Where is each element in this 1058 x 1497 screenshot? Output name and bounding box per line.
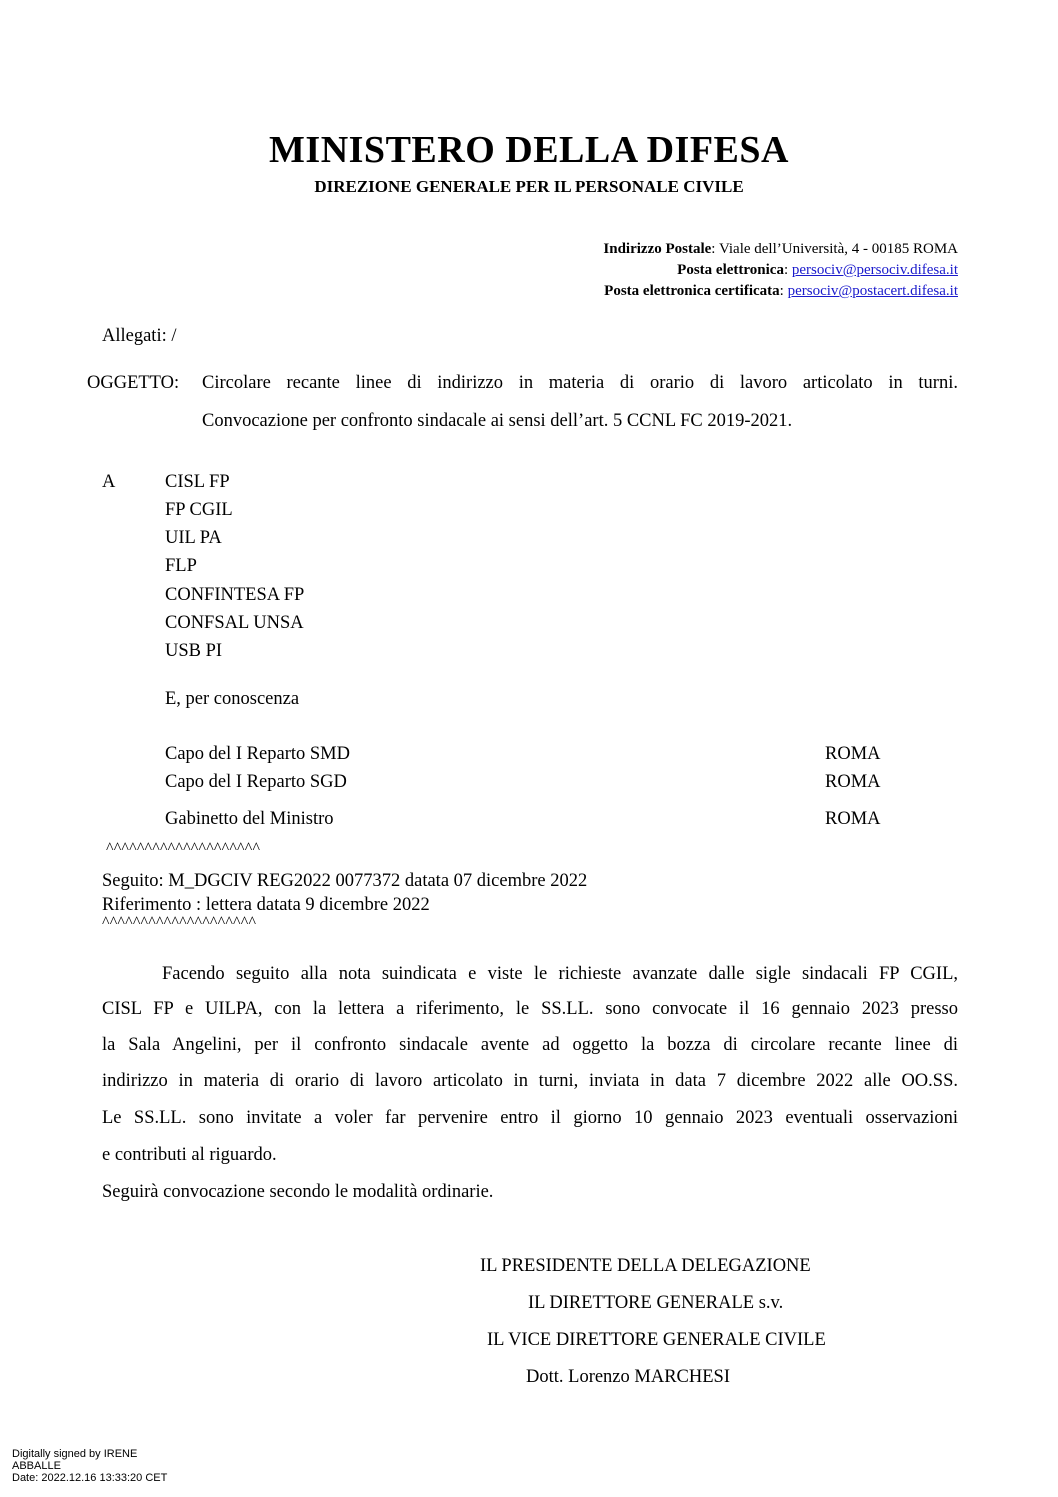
recipient-item: UIL PA xyxy=(165,528,222,548)
digital-signature-date: Date: 2022.12.16 13:33:20 CET xyxy=(12,1472,168,1484)
signature-line-1: IL PRESIDENTE DELLA DELEGAZIONE xyxy=(480,1256,811,1276)
body-line: la Sala Angelini, per il confronto sindacale avente ad oggetto la bozza di circolare recante linee di xyxy=(102,1035,958,1055)
cc-city: ROMA xyxy=(825,809,881,829)
recipients-prefix: A xyxy=(102,472,116,492)
recipient-item: FP CGIL xyxy=(165,500,233,520)
allegati: Allegati: / xyxy=(102,326,177,346)
body-line: Facendo seguito alla nota suindicata e viste le richieste avanzate dalle sigle sindacali FP CGIL, xyxy=(162,964,958,984)
cc-name: Capo del I Reparto SMD xyxy=(165,744,350,764)
ministry-title: MINISTERO DELLA DIFESA xyxy=(269,129,789,171)
riferimento-reference: Riferimento : lettera datata 9 dicembre 2022 xyxy=(102,895,430,915)
body-line: CISL FP e UILPA, con la lettera a riferimento, le SS.LL. sono convocate il 16 gennaio 2023 presso xyxy=(102,999,958,1019)
cc-city: ROMA xyxy=(825,744,881,764)
email-line xyxy=(677,262,958,279)
pec-label: Posta elettronica certificata xyxy=(604,283,780,299)
pec-sep: : xyxy=(779,283,788,299)
postal-label: Indirizzo Postale xyxy=(603,241,712,257)
recipient-item: CONFINTESA FP xyxy=(165,585,305,605)
cc-city: ROMA xyxy=(825,772,881,792)
digital-signature-line-2: ABBALLE xyxy=(12,1460,61,1472)
signature-line-3: IL VICE DIRETTORE GENERALE CIVILE xyxy=(487,1330,826,1350)
postal-value: : Viale dell’Università, 4 - 00185 ROMA xyxy=(711,241,958,257)
seguito-reference: Seguito: M_DGCIV REG2022 0077372 datata 07 dicembre 2022 xyxy=(102,871,588,891)
signature-line-2: IL DIRETTORE GENERALE s.v. xyxy=(528,1293,784,1313)
directorate-subtitle: DIREZIONE GENERALE PER IL PERSONALE CIVILE xyxy=(314,177,744,196)
digital-signature-stamp xyxy=(12,1448,212,1484)
email-link[interactable]: persociv@persociv.difesa.it xyxy=(791,262,958,278)
recipient-item: FLP xyxy=(165,556,197,576)
pec-line xyxy=(604,283,958,300)
caret-separator-bottom: ^^^^^^^^^^^^^^^^^^^^ xyxy=(102,914,257,931)
recipient-item: USB PI xyxy=(165,641,223,661)
signatory-name: Dott. Lorenzo MARCHESI xyxy=(526,1367,730,1387)
oggetto-label: OGGETTO: xyxy=(87,373,180,393)
email-label: Posta elettronica xyxy=(677,262,784,278)
oggetto-line-2: Convocazione per confronto sindacale ai sensi dell’art. 5 CCNL FC 2019-2021. xyxy=(202,411,793,431)
recipient-item: CISL FP xyxy=(165,472,230,492)
oggetto-line-1: Circolare recante linee di indirizzo in materia di orario di lavoro articolato in turni. xyxy=(202,373,958,393)
body-closing: Seguirà convocazione secondo le modalità ordinarie. xyxy=(102,1182,494,1202)
digital-signature-line-1: Digitally signed by IRENE xyxy=(12,1448,138,1460)
postal-address xyxy=(603,241,958,258)
cc-name: Gabinetto del Ministro xyxy=(165,809,334,829)
pec-link[interactable]: persociv@postacert.difesa.it xyxy=(787,283,958,299)
cc-label: E, per conoscenza xyxy=(165,689,300,709)
body-line: Le SS.LL. sono invitate a voler far pervenire entro il giorno 10 gennaio 2023 eventuali osservazioni xyxy=(102,1108,958,1128)
cc-name: Capo del I Reparto SGD xyxy=(165,772,347,792)
body-line: e contributi al riguardo. xyxy=(102,1145,277,1165)
email-sep: : xyxy=(783,262,792,278)
recipient-item: CONFSAL UNSA xyxy=(165,613,304,633)
body-line: indirizzo in materia di orario di lavoro articolato in turni, inviata in data 7 dicembre 2022 alle OO.SS. xyxy=(102,1071,958,1091)
caret-separator-top: ^^^^^^^^^^^^^^^^^^^^ xyxy=(106,840,261,857)
